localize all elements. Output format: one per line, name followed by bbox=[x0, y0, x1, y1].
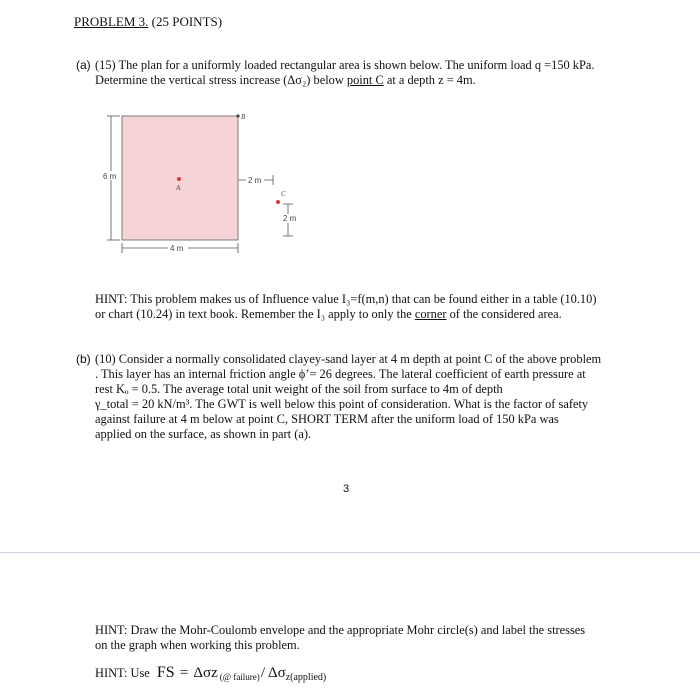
point-a-label: A bbox=[176, 184, 181, 192]
hint-3-slash: / bbox=[260, 665, 265, 681]
part-b-label: (b) bbox=[76, 352, 91, 366]
hint-3-sub-failure: (@ failure) bbox=[219, 672, 260, 682]
part-a-line-2-text: Determine the vertical stress increase (Δσ₂) below bbox=[95, 73, 347, 87]
hint-2-line-1: HINT: Draw the Mohr-Coulomb envelope and the appropriate Mohr circle(s) and label the stresses bbox=[95, 623, 586, 637]
part-a-line-2 bbox=[95, 73, 476, 88]
point-b-marker bbox=[236, 114, 239, 117]
part-a-label: (a) bbox=[76, 58, 91, 72]
dim-4m-label: 4 m bbox=[170, 244, 184, 253]
part-b-line-2: . This layer has an internal friction angle ϕ’= 26 degrees. The lateral coefficient of earth pressure at bbox=[95, 367, 586, 381]
point-c-label: C bbox=[281, 190, 286, 198]
hint-3-prefix: HINT: Use bbox=[95, 666, 150, 680]
hint-1-line-2-pre: or chart (10.24) in text book. Remember the I₃ apply to only the bbox=[95, 307, 415, 321]
dim-2m-h-label: 2 m bbox=[248, 176, 262, 185]
problem-title: PROBLEM 3. bbox=[74, 14, 149, 29]
hint-3-eq: = bbox=[179, 665, 189, 681]
hint-1-line-1: HINT: This problem makes us of Influence value I₃=f(m,n) that can be found either in a table (10.10) bbox=[95, 292, 597, 306]
part-a-line-1: (15) The plan for a uniformly loaded rectangular area is shown below. The uniform load q =150 kPa. bbox=[95, 58, 595, 72]
part-b-line-4: γ_total = 20 kN/m³. The GWT is well below this point of consideration. What is the factor of safety bbox=[95, 397, 589, 411]
part-b-line-1: (10) Consider a normally consolidated clayey-sand layer at 4 m depth at point C of the above problem bbox=[95, 352, 602, 366]
part-b-line-5: against failure at 4 m below at point C, SHORT TERM after the uniform load of 150 kPa was bbox=[95, 412, 559, 426]
hint-1-corner: corner bbox=[414, 307, 447, 321]
point-c-marker bbox=[276, 200, 280, 204]
hint-3-sub-applied: z(applied) bbox=[285, 672, 327, 683]
page-number: 3 bbox=[343, 483, 350, 495]
point-b-label: B bbox=[241, 113, 246, 121]
part-b-line-6: applied on the surface, as shown in part (a). bbox=[95, 427, 312, 441]
problem-heading bbox=[74, 14, 222, 29]
hint-3-fs: FS bbox=[156, 664, 175, 681]
page-divider bbox=[0, 552, 700, 553]
point-a-marker bbox=[177, 177, 181, 181]
hint-3: HINT: Use FS = Δσz $_{(@ failure)}$/ $\Delta\sigma_{z(applied)}$ bbox=[95, 664, 327, 683]
hint-1-line-2-post: of the considered area. bbox=[446, 307, 562, 321]
dim-2m-v-label: 2 m bbox=[283, 214, 297, 223]
loaded-area-figure bbox=[100, 108, 320, 258]
part-b-line-3: rest Kₒ = 0.5. The average total unit weight of the soil from surface to 4m of depth bbox=[95, 382, 503, 396]
hint-2-line-2: on the graph when working this problem. bbox=[95, 638, 300, 652]
dim-6m-label: 6 m bbox=[103, 172, 117, 181]
problem-points: (25 POINTS) bbox=[148, 14, 223, 29]
part-a-line-2-tail: at a depth z = 4m. bbox=[383, 73, 476, 87]
hint-3-delta-sigma: Δσz bbox=[193, 665, 218, 681]
point-c-text: point C bbox=[346, 73, 384, 87]
hint-1-line-2 bbox=[95, 307, 562, 322]
